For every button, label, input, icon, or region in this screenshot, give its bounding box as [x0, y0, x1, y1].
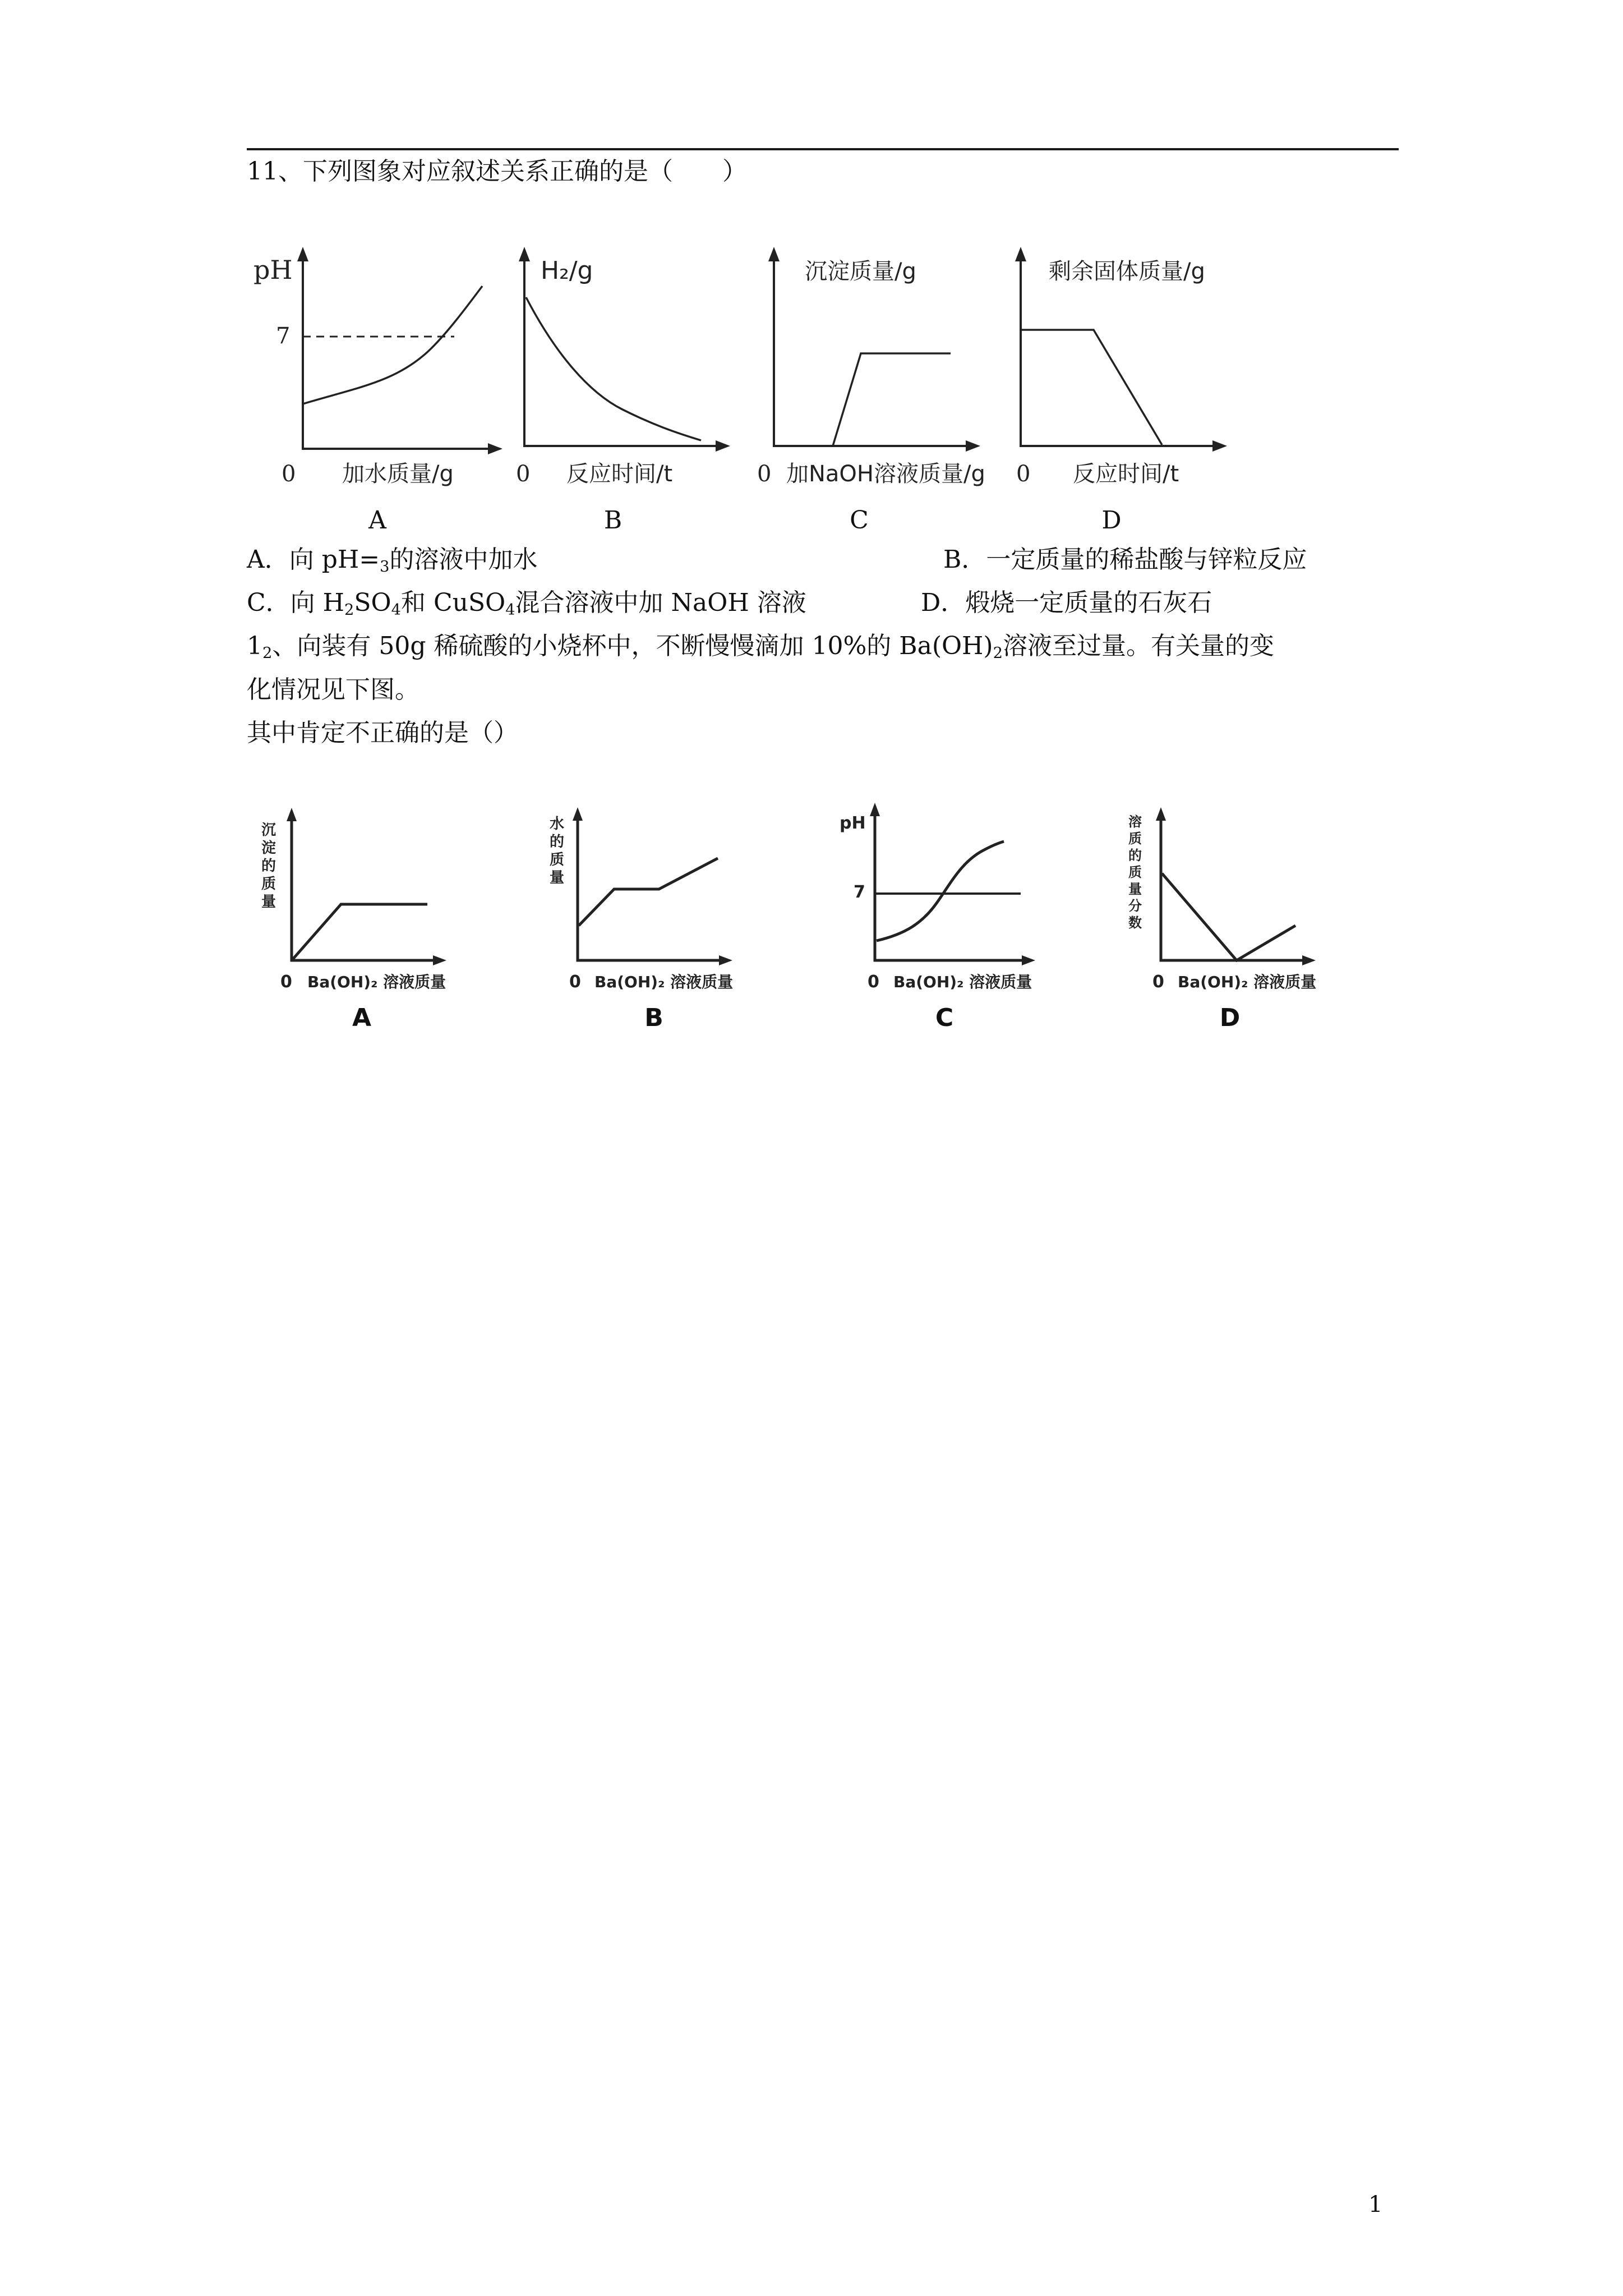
q12-c-ylabel: pH: [840, 813, 866, 833]
q11-a-xlabel: 加水质量/g: [342, 461, 454, 487]
q12-a-xlabel: Ba(OH)₂ 溶液质量: [307, 973, 446, 991]
q12-graph-d: [1122, 799, 1335, 1004]
svg-text:沉: 沉: [261, 822, 276, 839]
q12-graph-a: [247, 808, 449, 1004]
q11-option-a: A．向 $pH=_3$的溶液中加水: [247, 545, 538, 576]
q11-graph-a: [247, 247, 505, 494]
q12-a-line: [293, 904, 427, 959]
q11-b-xlabel: 反应时间/t: [566, 461, 673, 487]
q11-c-letter: C: [850, 506, 869, 535]
q11-b-letter: B: [603, 506, 623, 535]
q11-b-ylabel: H₂/g: [541, 256, 593, 285]
q12-b-origin: 0: [569, 972, 581, 992]
q12-stem-line1: $1_2$、向装有 50g 稀硫酸的小烧杯中，不断慢慢滴加 10%的 $Ba(OH)_2$溶液至过量。有关量的变: [247, 632, 1274, 662]
q12-b-ylabel: [550, 816, 564, 886]
svg-text:量: 量: [550, 869, 565, 886]
q11-graph-b: [505, 247, 740, 494]
q12-b-line: [579, 858, 718, 926]
q11-a-ylabel: pH: [253, 255, 293, 285]
svg-text:分: 分: [1128, 898, 1142, 914]
q11-graph-c: [746, 247, 1009, 494]
q12-graph-b: [538, 799, 740, 1004]
svg-text:数: 数: [1128, 915, 1142, 931]
q12-a-letter: A: [352, 1004, 372, 1032]
q11-c-xlabel: 加NaOH溶液质量/g: [786, 461, 985, 487]
q11-d-xlabel: 反应时间/t: [1073, 461, 1179, 487]
q11-c-line: [833, 353, 951, 446]
q12-d-line: [1162, 873, 1295, 960]
q12-d-xlabel: Ba(OH)₂ 溶液质量: [1178, 973, 1317, 991]
q12-stem-line3: 其中肯定不正确的是（）: [247, 719, 518, 747]
q11-option-c: C．向 $H_2SO_4$和 CuSO$_4$混合溶液中加 NaOH 溶液: [247, 588, 806, 619]
q11-a-curve: [303, 286, 482, 404]
q12-c-ref-label: 7: [854, 882, 865, 902]
q11-d-ylabel: 剩余固体质量/g: [1049, 259, 1205, 284]
q12-c-origin: 0: [868, 972, 879, 992]
svg-text:质: 质: [1128, 831, 1142, 846]
q11-d-letter: D: [1101, 506, 1122, 535]
svg-text:量: 量: [261, 894, 276, 910]
q12-graph-c: [833, 799, 1046, 1004]
q11-a-origin: 0: [282, 461, 296, 487]
q12-c-curve: [877, 841, 1004, 941]
q11-stem: 11、下列图象对应叙述关系正确的是（ ）: [247, 157, 747, 186]
q12-d-ylabel: [1128, 814, 1142, 931]
q12-c-letter: C: [935, 1004, 954, 1032]
q11-a-letter: A: [368, 506, 386, 535]
q11-graph-d: [1009, 247, 1234, 494]
svg-text:量: 量: [1128, 881, 1142, 897]
q12-d-origin: 0: [1152, 972, 1164, 992]
q12-stem-line2: 化情况见下图。: [247, 675, 419, 704]
q11-a-ref-label: 7: [276, 323, 291, 349]
svg-text:水: 水: [550, 816, 565, 832]
q11-c-ylabel: 沉淀质量/g: [805, 259, 916, 284]
header-rule: [247, 148, 1399, 150]
q12-a-origin: 0: [280, 972, 292, 992]
q11-d-origin: 0: [1016, 461, 1031, 487]
q11-option-d: D．煅烧一定质量的石灰石: [921, 588, 1212, 617]
svg-text:的: 的: [261, 858, 276, 875]
q11-b-origin: 0: [516, 461, 531, 487]
svg-text:质: 质: [1128, 864, 1142, 880]
q11-c-origin: 0: [757, 461, 772, 487]
svg-text:质: 质: [261, 876, 276, 892]
page-number: 1: [1368, 2192, 1383, 2217]
svg-text:质: 质: [550, 852, 565, 868]
q12-c-xlabel: Ba(OH)₂ 溶液质量: [893, 973, 1032, 991]
svg-text:淀: 淀: [261, 840, 276, 857]
q12-d-letter: D: [1219, 1004, 1241, 1032]
q12-b-letter: B: [644, 1004, 663, 1032]
svg-text:的: 的: [550, 834, 565, 850]
svg-text:溶: 溶: [1128, 814, 1142, 830]
q11-option-b: B．一定质量的稀盐酸与锌粒反应: [943, 545, 1307, 574]
q12-b-xlabel: Ba(OH)₂ 溶液质量: [594, 973, 734, 991]
q11-b-curve: [526, 297, 701, 440]
q12-a-ylabel: [261, 822, 276, 910]
q11-d-line: [1022, 330, 1162, 445]
svg-text:的: 的: [1128, 848, 1142, 863]
